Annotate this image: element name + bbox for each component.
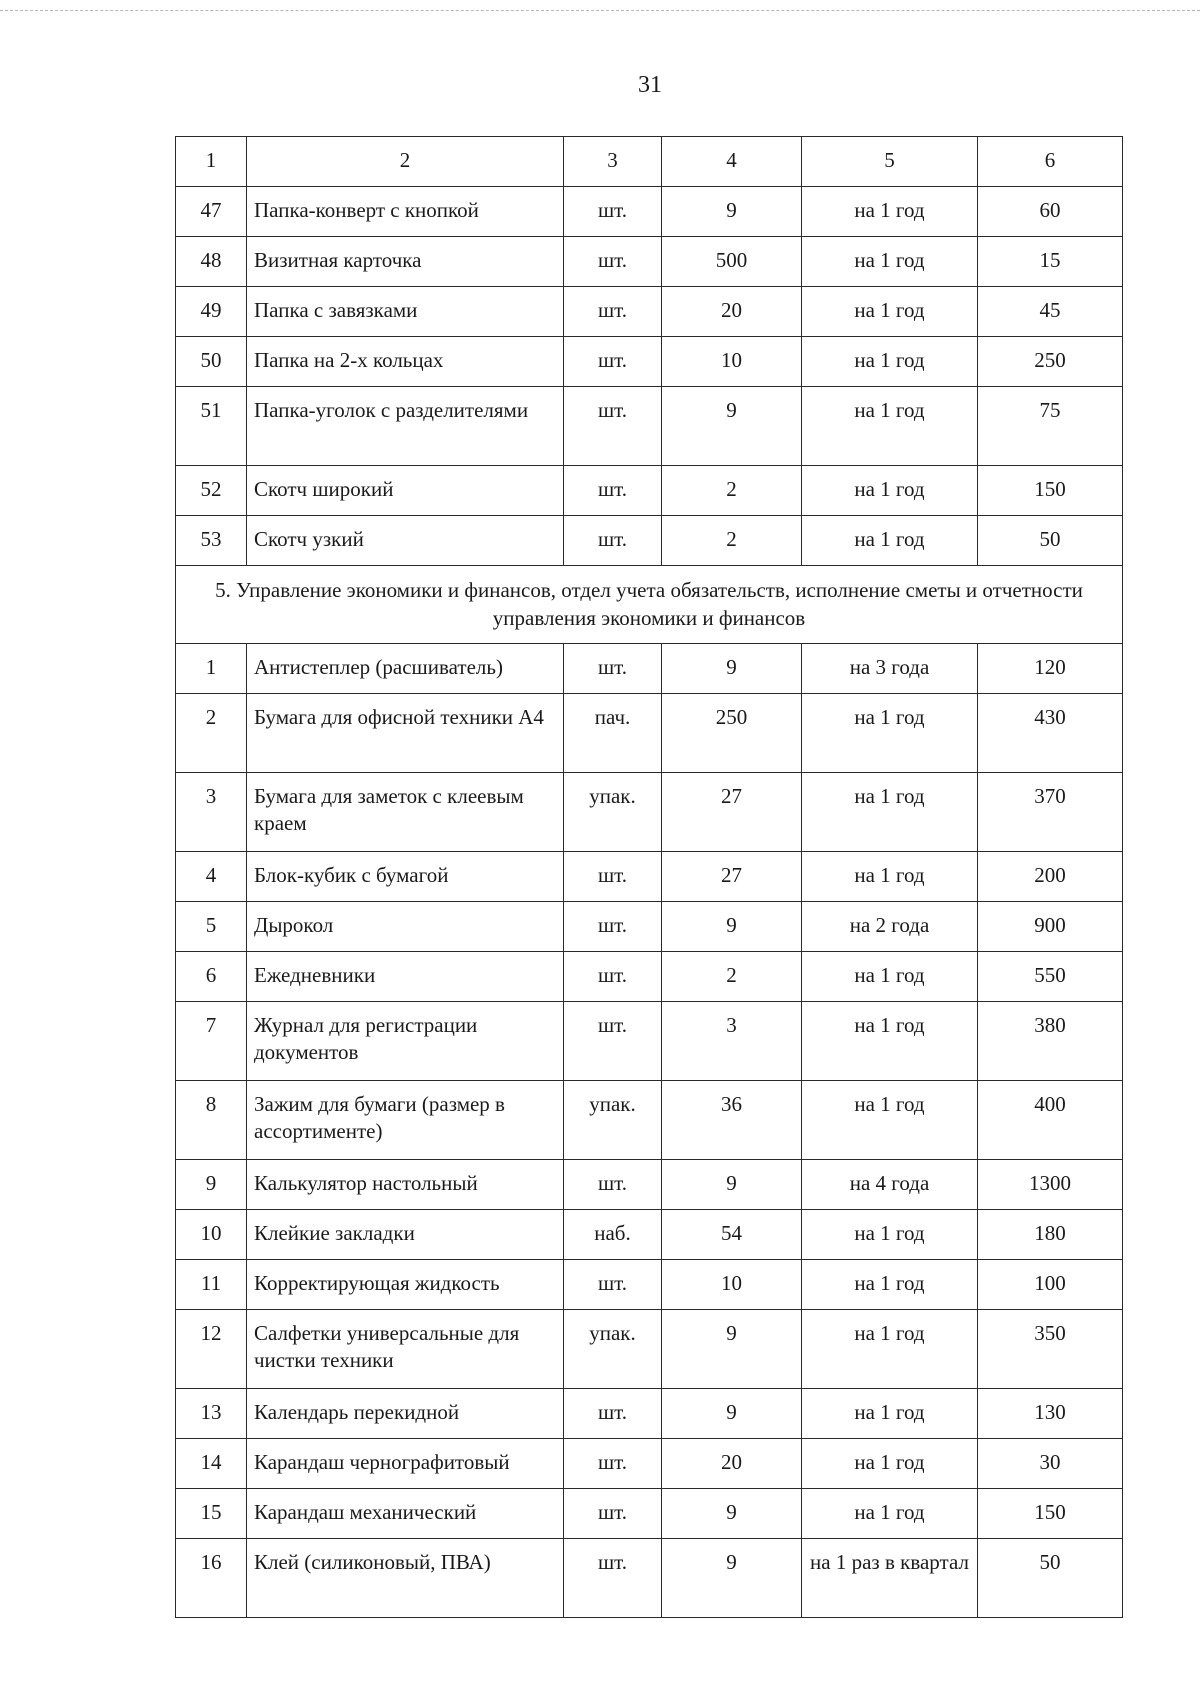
row-number: 49 <box>176 287 247 337</box>
item-period: на 1 раз в квартал <box>802 1539 978 1618</box>
item-quantity: 27 <box>662 852 802 902</box>
item-quantity: 9 <box>662 387 802 466</box>
item-period: на 1 год <box>802 694 978 773</box>
item-price: 370 <box>978 773 1123 852</box>
table-row <box>176 237 1123 287</box>
row-number: 1 <box>176 644 247 694</box>
item-price: 430 <box>978 694 1123 773</box>
item-unit: шт. <box>564 337 662 387</box>
item-quantity: 20 <box>662 1439 802 1489</box>
row-number: 13 <box>176 1389 247 1439</box>
item-unit: шт. <box>564 852 662 902</box>
item-name: Бумага для заметок с клеевым краем <box>247 773 564 852</box>
item-period: на 3 года <box>802 644 978 694</box>
item-unit: шт. <box>564 1489 662 1539</box>
item-quantity: 54 <box>662 1210 802 1260</box>
item-price: 250 <box>978 337 1123 387</box>
item-name: Карандаш чернографитовый <box>247 1439 564 1489</box>
table-row <box>176 516 1123 566</box>
item-quantity: 9 <box>662 1310 802 1389</box>
item-price: 100 <box>978 1260 1123 1310</box>
item-quantity: 9 <box>662 902 802 952</box>
row-number: 6 <box>176 952 247 1002</box>
item-price: 50 <box>978 1539 1123 1618</box>
table-row <box>176 952 1123 1002</box>
item-period: на 1 год <box>802 287 978 337</box>
section-header-row <box>176 566 1123 644</box>
item-name: Папка-уголок с разделителями <box>247 387 564 466</box>
item-quantity: 500 <box>662 237 802 287</box>
item-price: 350 <box>978 1310 1123 1389</box>
item-period: на 1 год <box>802 337 978 387</box>
table-row <box>176 644 1123 694</box>
item-name: Блок-кубик с бумагой <box>247 852 564 902</box>
item-unit: шт. <box>564 466 662 516</box>
item-period: на 2 года <box>802 902 978 952</box>
item-period: на 1 год <box>802 187 978 237</box>
item-period: на 1 год <box>802 773 978 852</box>
table-row <box>176 1389 1123 1439</box>
table-row <box>176 337 1123 387</box>
item-quantity: 9 <box>662 187 802 237</box>
row-number: 8 <box>176 1081 247 1160</box>
row-number: 2 <box>176 694 247 773</box>
item-unit: шт. <box>564 1260 662 1310</box>
row-number: 5 <box>176 902 247 952</box>
item-quantity: 250 <box>662 694 802 773</box>
row-number: 48 <box>176 237 247 287</box>
table-row <box>176 1439 1123 1489</box>
row-number: 51 <box>176 387 247 466</box>
item-name: Визитная карточка <box>247 237 564 287</box>
column-header: 5 <box>802 137 978 187</box>
item-period: на 1 год <box>802 952 978 1002</box>
item-price: 50 <box>978 516 1123 566</box>
table-row <box>176 773 1123 852</box>
table-row <box>176 1160 1123 1210</box>
item-price: 180 <box>978 1210 1123 1260</box>
item-quantity: 3 <box>662 1002 802 1081</box>
item-unit: шт. <box>564 1539 662 1618</box>
item-unit: наб. <box>564 1210 662 1260</box>
item-period: на 1 год <box>802 1210 978 1260</box>
table-row <box>176 1539 1123 1618</box>
item-name: Папка с завязками <box>247 287 564 337</box>
item-period: на 1 год <box>802 852 978 902</box>
item-name: Календарь перекидной <box>247 1389 564 1439</box>
item-price: 1300 <box>978 1160 1123 1210</box>
item-name: Клей (силиконовый, ПВА) <box>247 1539 564 1618</box>
item-quantity: 9 <box>662 1489 802 1539</box>
row-number: 3 <box>176 773 247 852</box>
row-number: 4 <box>176 852 247 902</box>
item-unit: шт. <box>564 1002 662 1081</box>
item-price: 150 <box>978 1489 1123 1539</box>
row-number: 15 <box>176 1489 247 1539</box>
column-header: 3 <box>564 137 662 187</box>
table-row <box>176 1489 1123 1539</box>
item-price: 550 <box>978 952 1123 1002</box>
table-row <box>176 1081 1123 1160</box>
row-number: 12 <box>176 1310 247 1389</box>
row-number: 16 <box>176 1539 247 1618</box>
item-price: 30 <box>978 1439 1123 1489</box>
item-quantity: 27 <box>662 773 802 852</box>
item-unit: упак. <box>564 773 662 852</box>
table-row <box>176 902 1123 952</box>
item-unit: упак. <box>564 1310 662 1389</box>
row-number: 11 <box>176 1260 247 1310</box>
item-name: Карандаш механический <box>247 1489 564 1539</box>
item-price: 15 <box>978 237 1123 287</box>
scan-edge-line <box>0 10 1200 11</box>
item-price: 400 <box>978 1081 1123 1160</box>
item-name: Калькулятор настольный <box>247 1160 564 1210</box>
item-period: на 1 год <box>802 1389 978 1439</box>
column-header: 6 <box>978 137 1123 187</box>
item-name: Папка-конверт с кнопкой <box>247 187 564 237</box>
item-name: Корректирующая жидкость <box>247 1260 564 1310</box>
item-period: на 1 год <box>802 466 978 516</box>
row-number: 50 <box>176 337 247 387</box>
item-quantity: 9 <box>662 1160 802 1210</box>
table-row <box>176 1210 1123 1260</box>
item-name: Скотч узкий <box>247 516 564 566</box>
item-unit: шт. <box>564 516 662 566</box>
item-unit: пач. <box>564 694 662 773</box>
item-name: Клейкие закладки <box>247 1210 564 1260</box>
item-period: на 4 года <box>802 1160 978 1210</box>
row-number: 10 <box>176 1210 247 1260</box>
item-unit: упак. <box>564 1081 662 1160</box>
item-price: 75 <box>978 387 1123 466</box>
item-price: 45 <box>978 287 1123 337</box>
row-number: 7 <box>176 1002 247 1081</box>
item-unit: шт. <box>564 187 662 237</box>
item-period: на 1 год <box>802 1260 978 1310</box>
item-unit: шт. <box>564 387 662 466</box>
table-row <box>176 466 1123 516</box>
column-header: 2 <box>247 137 564 187</box>
table-row <box>176 694 1123 773</box>
page-number-text: 31 <box>638 72 662 98</box>
row-number: 9 <box>176 1160 247 1210</box>
item-period: на 1 год <box>802 1081 978 1160</box>
table-row <box>176 1002 1123 1081</box>
table-header-row <box>176 137 1123 187</box>
column-header: 1 <box>176 137 247 187</box>
item-quantity: 20 <box>662 287 802 337</box>
page-number <box>0 72 1200 99</box>
item-quantity: 9 <box>662 1539 802 1618</box>
row-number: 14 <box>176 1439 247 1489</box>
norms-table <box>175 136 1123 1618</box>
item-unit: шт. <box>564 644 662 694</box>
column-header: 4 <box>662 137 802 187</box>
item-price: 380 <box>978 1002 1123 1081</box>
item-name: Ежедневники <box>247 952 564 1002</box>
section-title: 5. Управление экономики и финансов, отдел учета обязательств, исполнение сметы и отчетности управления экономики и финансов <box>176 566 1123 644</box>
item-price: 150 <box>978 466 1123 516</box>
item-price: 900 <box>978 902 1123 952</box>
item-unit: шт. <box>564 952 662 1002</box>
row-number: 53 <box>176 516 247 566</box>
item-quantity: 2 <box>662 952 802 1002</box>
table-row <box>176 287 1123 337</box>
item-quantity: 36 <box>662 1081 802 1160</box>
item-period: на 1 год <box>802 1489 978 1539</box>
item-period: на 1 год <box>802 237 978 287</box>
row-number: 52 <box>176 466 247 516</box>
item-name: Антистеплер (расшиватель) <box>247 644 564 694</box>
item-name: Папка на 2-х кольцах <box>247 337 564 387</box>
table-row <box>176 187 1123 237</box>
table-row <box>176 1310 1123 1389</box>
item-price: 130 <box>978 1389 1123 1439</box>
table-row <box>176 1260 1123 1310</box>
item-quantity: 2 <box>662 516 802 566</box>
item-name: Бумага для офисной техники А4 <box>247 694 564 773</box>
item-unit: шт. <box>564 287 662 337</box>
item-period: на 1 год <box>802 1002 978 1081</box>
item-period: на 1 год <box>802 1439 978 1489</box>
item-unit: шт. <box>564 1439 662 1489</box>
item-quantity: 9 <box>662 644 802 694</box>
item-period: на 1 год <box>802 387 978 466</box>
item-quantity: 10 <box>662 337 802 387</box>
item-name: Зажим для бумаги (размер в ассортименте) <box>247 1081 564 1160</box>
table-row <box>176 387 1123 466</box>
item-name: Журнал для регистрации документов <box>247 1002 564 1081</box>
item-period: на 1 год <box>802 1310 978 1389</box>
item-name: Скотч широкий <box>247 466 564 516</box>
item-quantity: 9 <box>662 1389 802 1439</box>
item-unit: шт. <box>564 1389 662 1439</box>
item-period: на 1 год <box>802 516 978 566</box>
item-quantity: 2 <box>662 466 802 516</box>
item-name: Дырокол <box>247 902 564 952</box>
item-unit: шт. <box>564 902 662 952</box>
item-unit: шт. <box>564 237 662 287</box>
item-price: 200 <box>978 852 1123 902</box>
item-name: Салфетки универсальные для чистки техники <box>247 1310 564 1389</box>
item-quantity: 10 <box>662 1260 802 1310</box>
item-unit: шт. <box>564 1160 662 1210</box>
item-price: 120 <box>978 644 1123 694</box>
row-number: 47 <box>176 187 247 237</box>
item-price: 60 <box>978 187 1123 237</box>
table-row <box>176 852 1123 902</box>
